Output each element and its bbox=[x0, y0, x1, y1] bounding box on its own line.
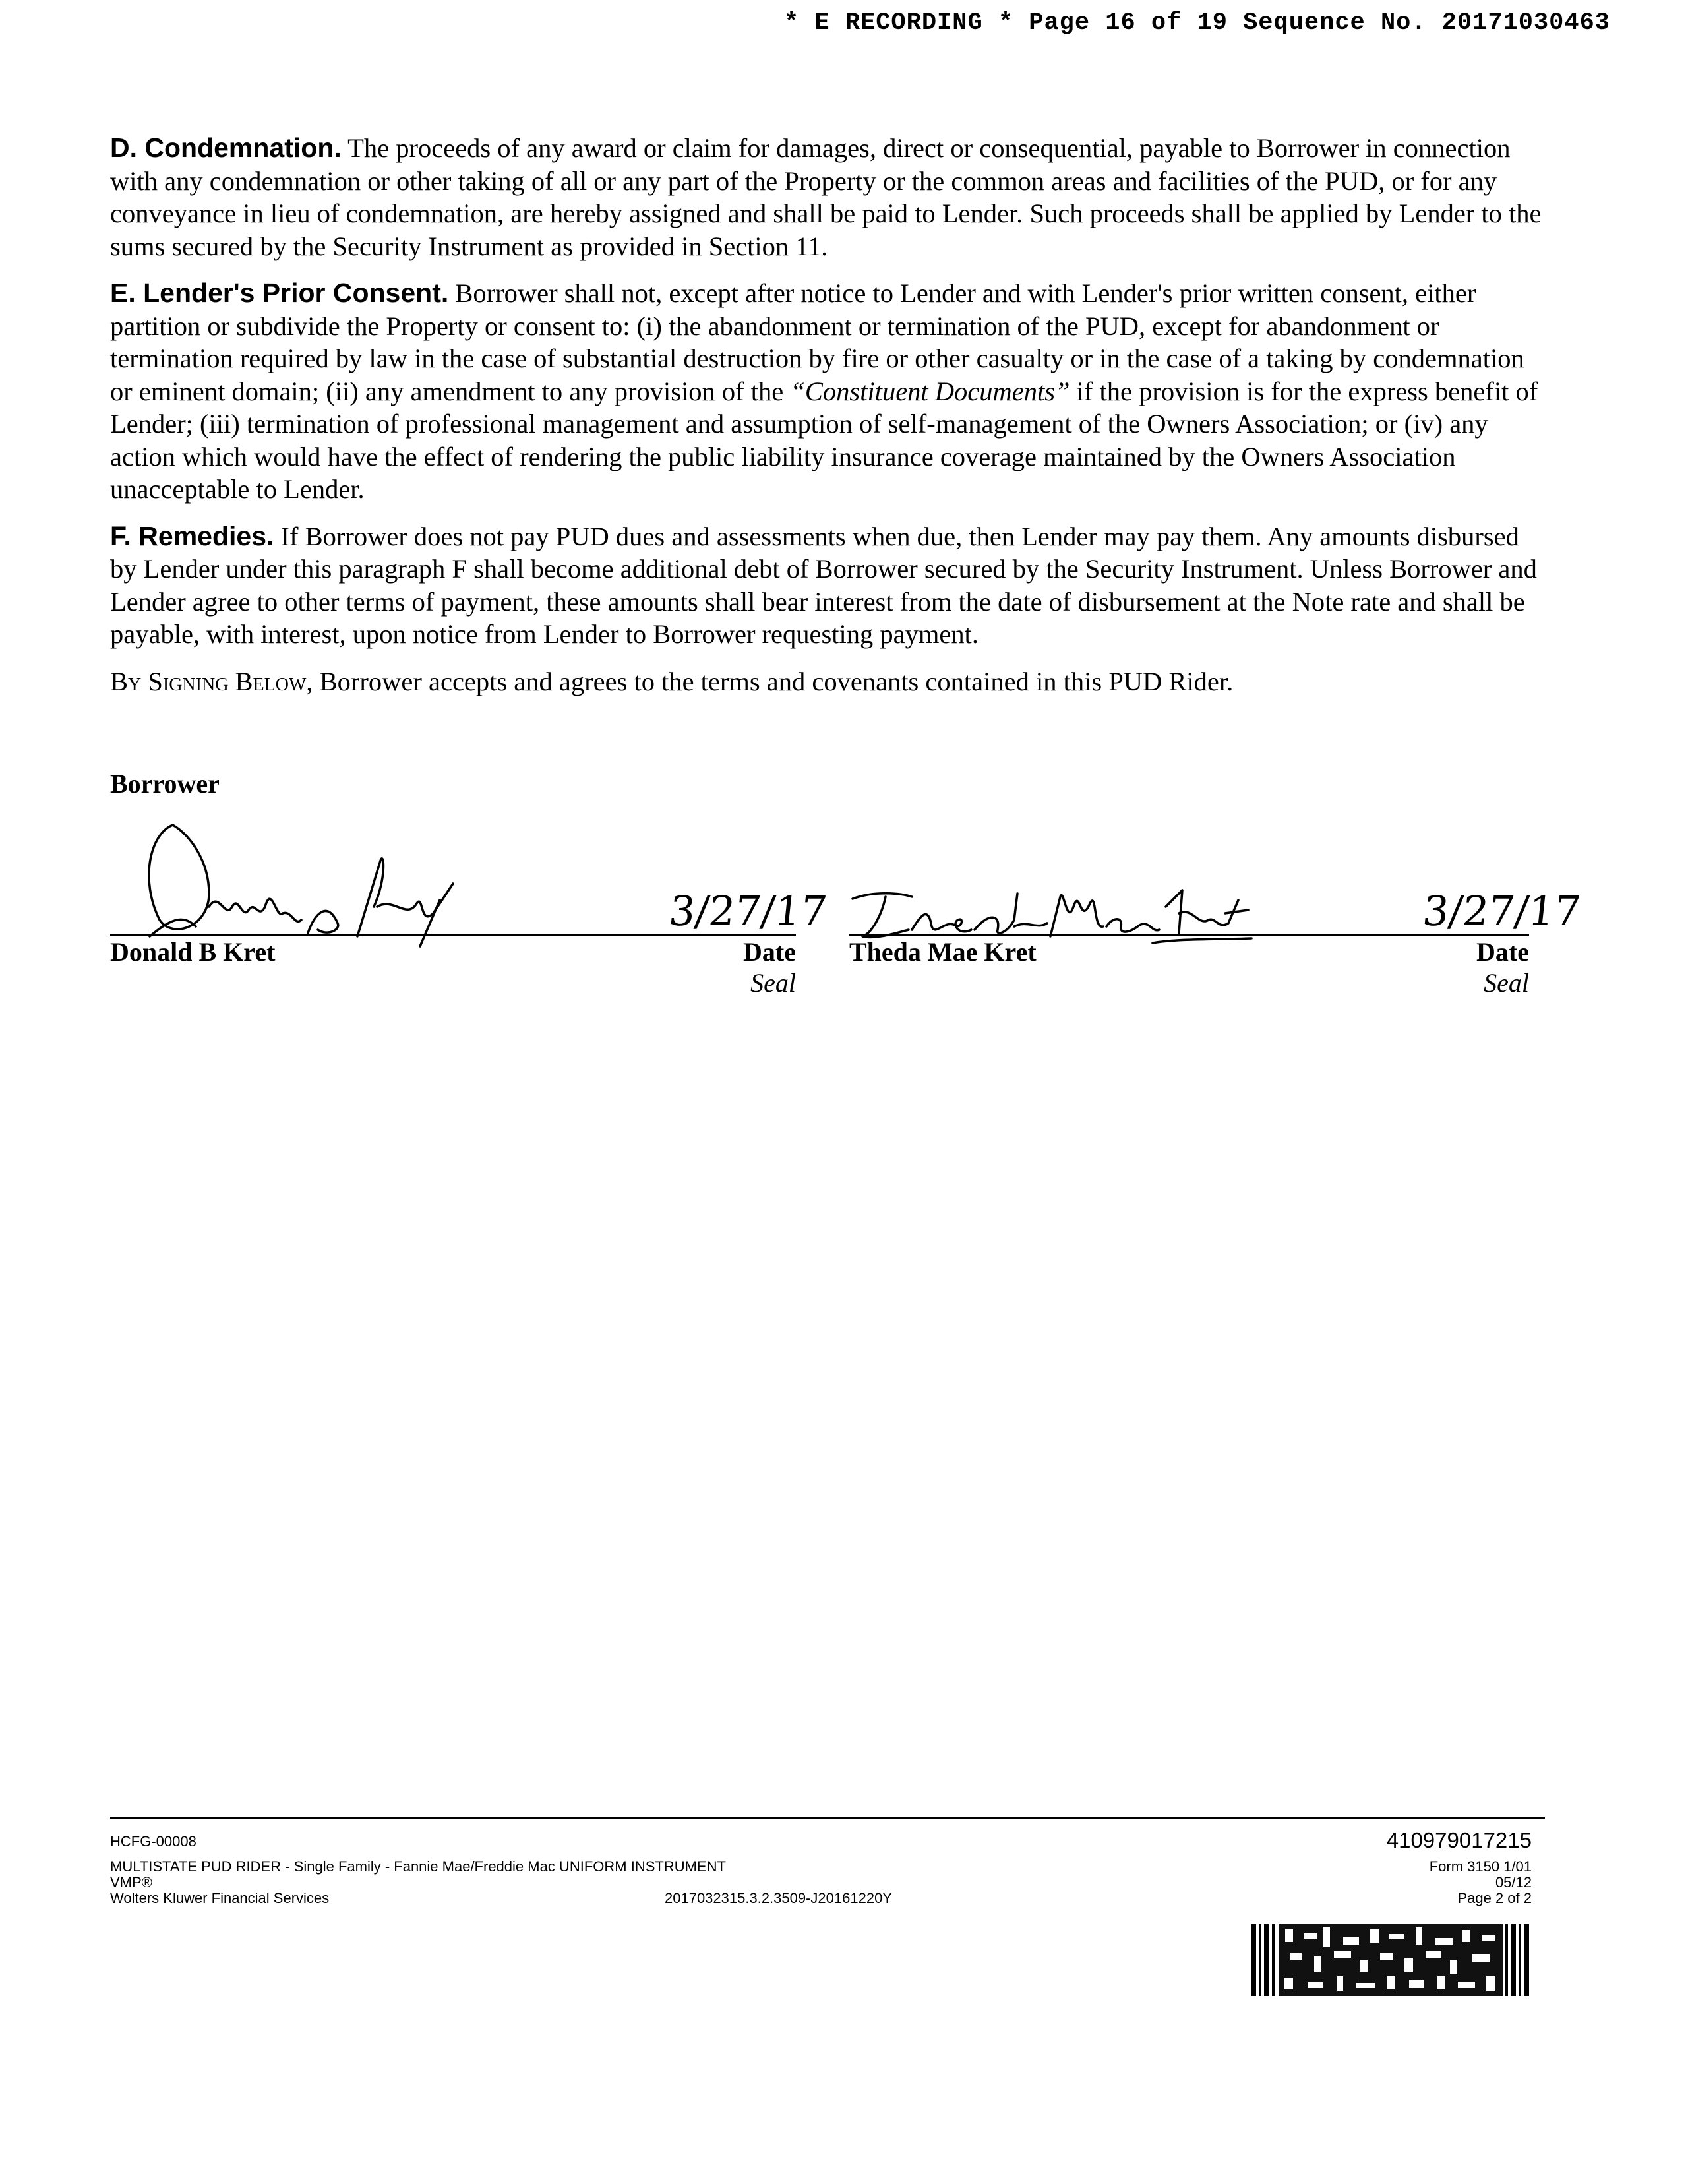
page-number: Page 2 of 2 bbox=[1457, 1890, 1532, 1906]
prior-consent-paragraph bbox=[110, 277, 1548, 506]
remedies-paragraph bbox=[110, 520, 1548, 651]
form-code: HCFG-00008 bbox=[110, 1833, 196, 1850]
seal-label-donald: Seal bbox=[750, 968, 796, 998]
loan-number: 410979017215 bbox=[1386, 1828, 1532, 1852]
seal-label-theda: Seal bbox=[1484, 968, 1529, 998]
constituent-documents-term: “Constituent Documents” bbox=[790, 376, 1070, 406]
publisher: Wolters Kluwer Financial Services bbox=[110, 1890, 330, 1906]
date-label-donald: Date bbox=[743, 937, 796, 967]
remedies-heading: F. Remedies. bbox=[110, 520, 274, 551]
signing-text: Borrower accepts and agrees to the terms and covenants contained in this PUD Rider. bbox=[319, 666, 1234, 696]
form-number: Form 3150 1/01 bbox=[1429, 1858, 1532, 1875]
condemnation-heading: D. Condemnation. bbox=[110, 133, 342, 163]
signer-name-donald: Donald B Kret bbox=[110, 937, 276, 967]
condemnation-text: The proceeds of any award or claim for damages, direct or consequential, payable to Borrower in connection with any condemnation or other taking of all or any part of the Property or the common areas and facilities of the PUD, or for any conveyance in lieu of condemnation, are hereby assigned and shall be paid to Lender. Such proceeds shall be applied by Lender to the sums secured by the Security Instrument as provided in Section 11. bbox=[110, 133, 1542, 261]
footer-rule bbox=[110, 1817, 1545, 1819]
remedies-text: If Borrower does not pay PUD dues and assessments when due, then Lender may pay them. Any amounts disbursed by Lender under this paragraph F shall become additional debt of Borrower secured by the Security Instrument. Unless Borrower and Lender agree to other terms of payment, these amounts shall bear interest from the date of disbursement at the Note rate and shall be payable, with interest, upon notice from Lender to Borrower requesting payment. bbox=[110, 521, 1537, 649]
signing-paragraph bbox=[110, 665, 1548, 698]
form-title: MULTISTATE PUD RIDER - Single Family - Fannie Mae/Freddie Mac UNIFORM INSTRUMENT bbox=[110, 1858, 726, 1875]
prior-consent-heading: E. Lender's Prior Consent. bbox=[110, 278, 449, 308]
prior-consent-text-after: if the provision is for the express benefit of Lender; (iii) termination of professional management and assumption of self-management of the Owners Association; or (iv) any action which would have the effect of rendering the public liability insurance coverage maintained by the Owners Association unacceptable to Lender. bbox=[110, 376, 1538, 504]
barcode-icon bbox=[1251, 1924, 1534, 1996]
date-label-theda: Date bbox=[1476, 937, 1529, 967]
handwritten-date-donald: 3/27/17 bbox=[667, 887, 829, 935]
signature-block-theda bbox=[849, 821, 1583, 1019]
rider-body bbox=[110, 132, 1548, 712]
recording-header: * E RECORDING * Page 16 of 19 Sequence No. 20171030463 bbox=[784, 9, 1610, 37]
signer-name-theda: Theda Mae Kret bbox=[849, 937, 1037, 967]
handwritten-date-theda: 3/27/17 bbox=[1420, 887, 1583, 935]
doc-code: 2017032315.3.2.3509-J20161220Y bbox=[665, 1890, 892, 1906]
signing-lead: By Signing Below, bbox=[110, 666, 313, 696]
signature-block-donald bbox=[110, 821, 829, 1019]
condemnation-paragraph bbox=[110, 132, 1548, 262]
form-revision: 05/12 bbox=[1495, 1874, 1532, 1891]
borrower-label: Borrower bbox=[110, 769, 220, 799]
vmp-label: VMP® bbox=[110, 1874, 152, 1891]
prior-consent-text-before: Borrower shall not, except after notice to Lender and with Lender's prior written consent, either partition or subdivide the Property or consent to: (i) the abandonment or termination of the PUD, except for abandonment or termination required by law in the case of substantial destruction by fire or other casualty or in the case of a taking by condemnation or eminent domain; (ii) any amendment to any provision of the bbox=[110, 278, 1524, 406]
